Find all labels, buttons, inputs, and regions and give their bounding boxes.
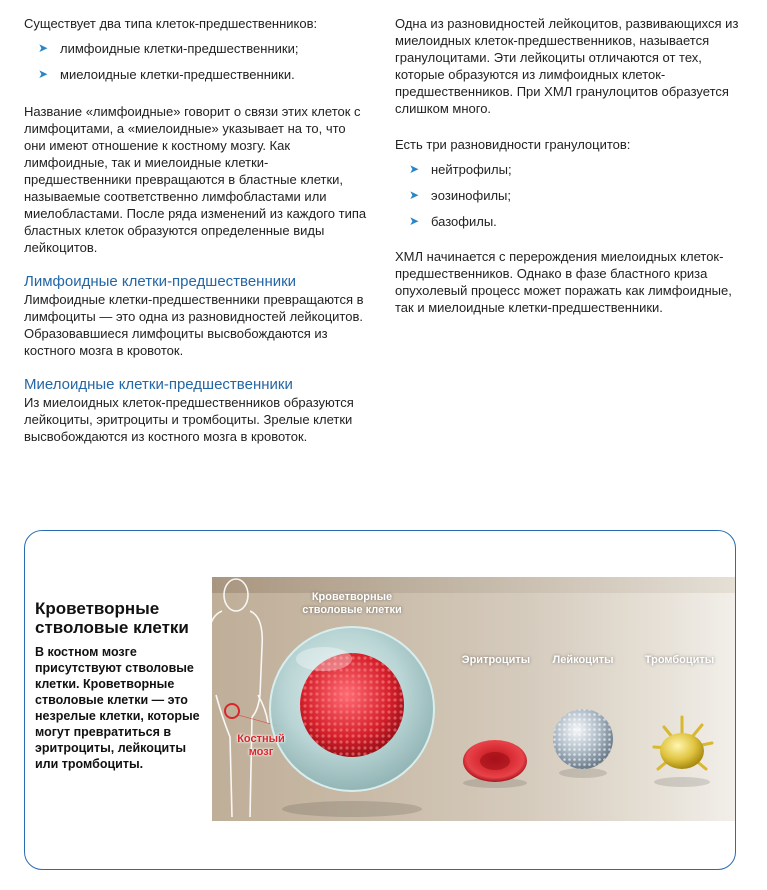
erythrocyte-image — [463, 740, 527, 788]
myeloid-heading: Миелоидные клетки-предшественники — [24, 376, 293, 393]
arrow-bullet-icon: ➤ — [409, 162, 420, 176]
progenitor-type-list — [24, 40, 369, 83]
list-item: ➤ миелоидные клетки-предшественники. — [38, 67, 295, 82]
infographic-description: В костном мозге присутствуют стволовые клетки. Кроветворные стволовые клетки — это незрелые клетки, которые могут превратиться в эритроциты, лейкоциты или тромбоциты. — [35, 645, 200, 771]
arrow-bullet-icon: ➤ — [38, 67, 49, 81]
left-column — [24, 15, 369, 445]
naming-paragraph: Название «лимфоидные» говорит о связи этих клеток с лимфоцитами, а «миелоидные» указывает на то, что они имеют отношение к костному мозгу. Как лимфоидные, так и миелоидные клетки-предшественники превращаются в бластные клетки, называемые соответственно лимфобластами или миелобластами. После ряда изменений из каждого типа бластных клеток образуются определенные виды лейкоцитов. — [24, 104, 367, 255]
list-item: ➤ базофилы. — [409, 214, 497, 229]
arrow-bullet-icon: ➤ — [38, 41, 49, 55]
myeloid-text: Из миелоидных клеток-предшественников образуются лейкоциты, эритроциты и тромбоциты. Зрелые клетки высвобождаются из костного мозга в кровоток. — [24, 395, 354, 444]
stem-cell-label: Кроветворные стволовые клетки — [302, 591, 402, 616]
infographic-title: Кроветворные стволовые клетки — [35, 599, 189, 637]
cell-illustration-panel — [212, 577, 735, 821]
stem-cell-infographic — [24, 530, 736, 870]
bone-marrow-label: Костный мозг — [237, 733, 285, 758]
leukocytes-label: Лейкоциты — [552, 654, 614, 666]
arrow-bullet-icon: ➤ — [409, 214, 420, 228]
granulocytes-paragraph: Одна из разновидностей лейкоцитов, развивающихся из миелоидных клеток-предшественников, называется гранулоцитами. Эти лейкоциты отличаются от тех, которые образуются из лимфоидных клеток-предшественников. При ХМЛ гранулоцитов образуется слишком много. — [395, 16, 739, 116]
arrow-bullet-icon: ➤ — [409, 188, 420, 202]
lymphoid-text: Лимфоидные клетки-предшественники превращаются в лимфоциты — это одна из разновидностей лейкоцитов. Образовавшиеся лимфоциты высвобождаются из костного мозга в кровоток. — [24, 292, 364, 358]
erythrocytes-label: Эритроциты — [461, 654, 531, 666]
list-item: ➤ нейтрофилы; — [409, 162, 512, 177]
list-item: ➤ эозинофилы; — [409, 188, 511, 203]
leukocyte-image — [553, 709, 613, 778]
human-silhouette — [212, 579, 268, 817]
granulocyte-list — [395, 161, 745, 230]
lymphoid-heading: Лимфоидные клетки-предшественники — [24, 273, 297, 290]
thrombocyte-image — [654, 717, 712, 787]
stem-cell-image — [270, 627, 434, 817]
bone-marrow-marker — [225, 704, 239, 718]
thrombocytes-label: Тромбоциты — [644, 654, 715, 666]
list-item: ➤ лимфоидные клетки-предшественники; — [38, 41, 299, 56]
cml-paragraph: ХМЛ начинается с перерождения миелоидных клеток-предшественников. Однако в фазе бластного криза опухолевый процесс может поражать как лимфоидные, так и миелоидные клетки-предшественники. — [395, 249, 732, 315]
cell-illustration — [212, 577, 735, 821]
granulocytes-intro: Есть три разновидности гранулоцитов: — [395, 137, 631, 152]
right-column — [395, 15, 745, 316]
progenitor-intro: Существует два типа клеток-предшественников: — [24, 16, 318, 31]
